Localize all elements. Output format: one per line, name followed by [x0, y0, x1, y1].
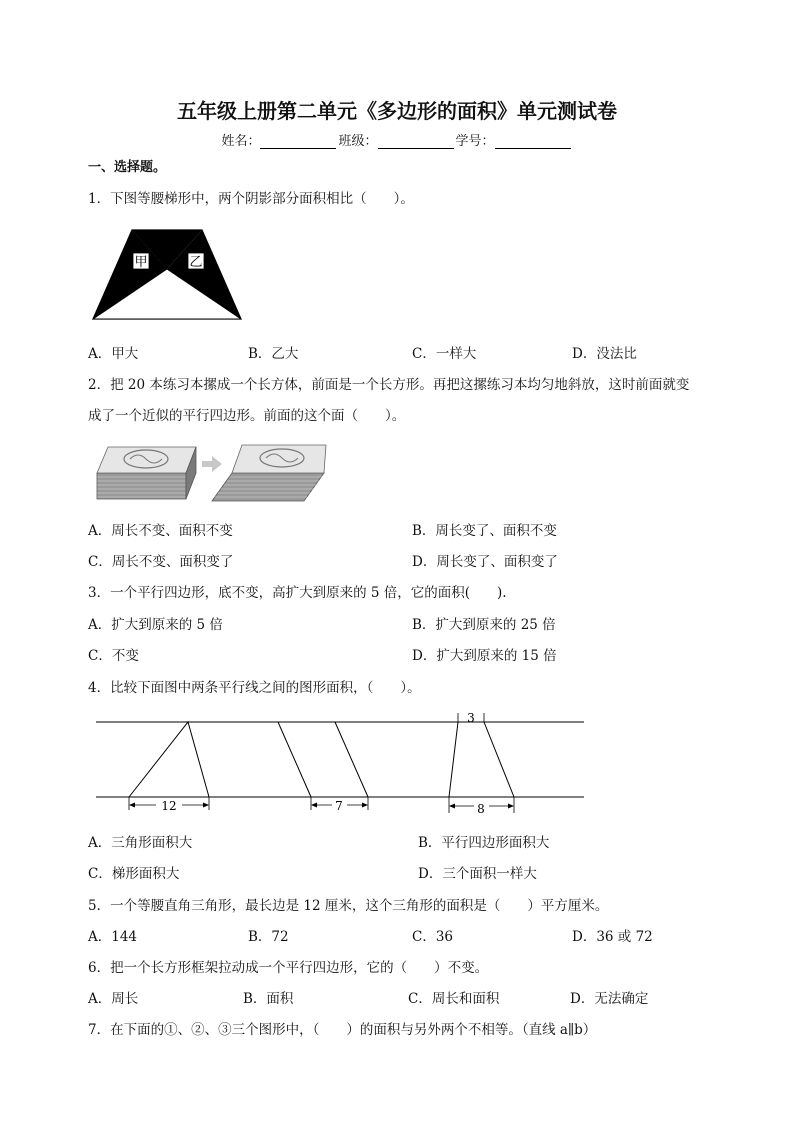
q5-option-c[interactable]: C．36	[412, 929, 454, 945]
question-6-text: 6．把一个长方形框架拉动成一个平行四边形，它的（ ）不变。	[88, 960, 489, 976]
isosceles-trapezoid-figure	[92, 229, 242, 321]
q2-option-a[interactable]: A．周长不变、面积不变	[88, 523, 233, 539]
question-7-text: 7．在下面的①、②、③三个图形中，（ ）的面积与另外两个不相等。（直线 a∥b）	[88, 1022, 597, 1038]
q6-option-b[interactable]: B．面积	[243, 991, 294, 1007]
q4-option-a[interactable]: A．三角形面积大	[88, 835, 193, 851]
notebook-stack-figure	[94, 443, 329, 503]
q5-option-d[interactable]: D．36 或 72	[572, 929, 653, 945]
label-8: 8	[477, 802, 485, 816]
q5-option-a[interactable]: A．144	[88, 929, 138, 945]
question-2-line-1: 2．把 20 本练习本摞成一个长方体，前面是一个长方形。再把这摞练习本均匀地斜放，这时前面就变	[88, 377, 690, 393]
q2-option-b[interactable]: B．周长变了、面积不变	[412, 523, 557, 539]
label-jia: 甲	[134, 255, 148, 270]
q1-option-a[interactable]: A．甲大	[88, 346, 139, 362]
q5-option-b[interactable]: B．72	[248, 929, 289, 945]
page-title: 五年级上册第二单元《多边形的面积》单元测试卷	[177, 99, 617, 123]
student-info-line	[0, 130, 794, 149]
q4-option-b[interactable]: B．平行四边形面积大	[418, 835, 550, 851]
question-3-text: 3．一个平行四边形，底不变，高扩大到原来的 5 倍，它的面积( ).	[88, 585, 507, 601]
label-12: 12	[161, 799, 177, 813]
q6-option-a[interactable]: A．周长	[88, 991, 139, 1007]
q2-option-c[interactable]: C．周长不变、面积变了	[88, 554, 234, 570]
label-yi: 乙	[189, 255, 203, 270]
q3-option-d[interactable]: D．扩大到原来的 15 倍	[412, 648, 557, 664]
parallel-lines-figure	[96, 710, 586, 816]
name-blank[interactable]	[260, 135, 336, 149]
triangle-shape	[129, 722, 209, 797]
id-blank[interactable]	[495, 135, 571, 149]
q1-option-d[interactable]: D．没法比	[572, 346, 637, 362]
q3-option-a[interactable]: A．扩大到原来的 5 倍	[88, 617, 223, 633]
section-heading: 一、选择题。	[88, 160, 167, 175]
q3-option-c[interactable]: C．不变	[88, 648, 139, 664]
question-1-text: 1．下图等腰梯形中，两个阴影部分面积相比（ ）。	[88, 191, 414, 207]
label-7: 7	[335, 799, 343, 813]
q4-option-c[interactable]: C．梯形面积大	[88, 866, 180, 882]
q1-option-b[interactable]: B．乙大	[248, 346, 299, 362]
class-blank[interactable]	[378, 135, 454, 149]
q2-option-d[interactable]: D．周长变了、面积变了	[412, 554, 558, 570]
class-label: 班级：	[338, 134, 378, 149]
name-label: 姓名：	[221, 134, 261, 149]
q3-option-b[interactable]: B．扩大到原来的 25 倍	[412, 617, 556, 633]
q6-option-d[interactable]: D．无法确定	[570, 991, 649, 1007]
right-arrow-icon	[202, 456, 222, 472]
question-2-line-2: 成了一个近似的平行四边形。前面的这个面（ ）。	[88, 408, 406, 424]
q6-option-c[interactable]: C．周长和面积	[408, 991, 500, 1007]
label-top-3: 3	[467, 711, 475, 725]
question-4-text: 4．比较下面图中两条平行线之间的图形面积，（ ）。	[88, 680, 421, 696]
id-label: 学号：	[455, 134, 495, 149]
q1-option-c[interactable]: C．一样大	[412, 346, 477, 362]
question-5-text: 5．一个等腰直角三角形，最长边是 12 厘米，这个三角形的面积是（ ）平方厘米。	[88, 898, 609, 914]
q4-option-d[interactable]: D．三个面积一样大	[418, 866, 537, 882]
